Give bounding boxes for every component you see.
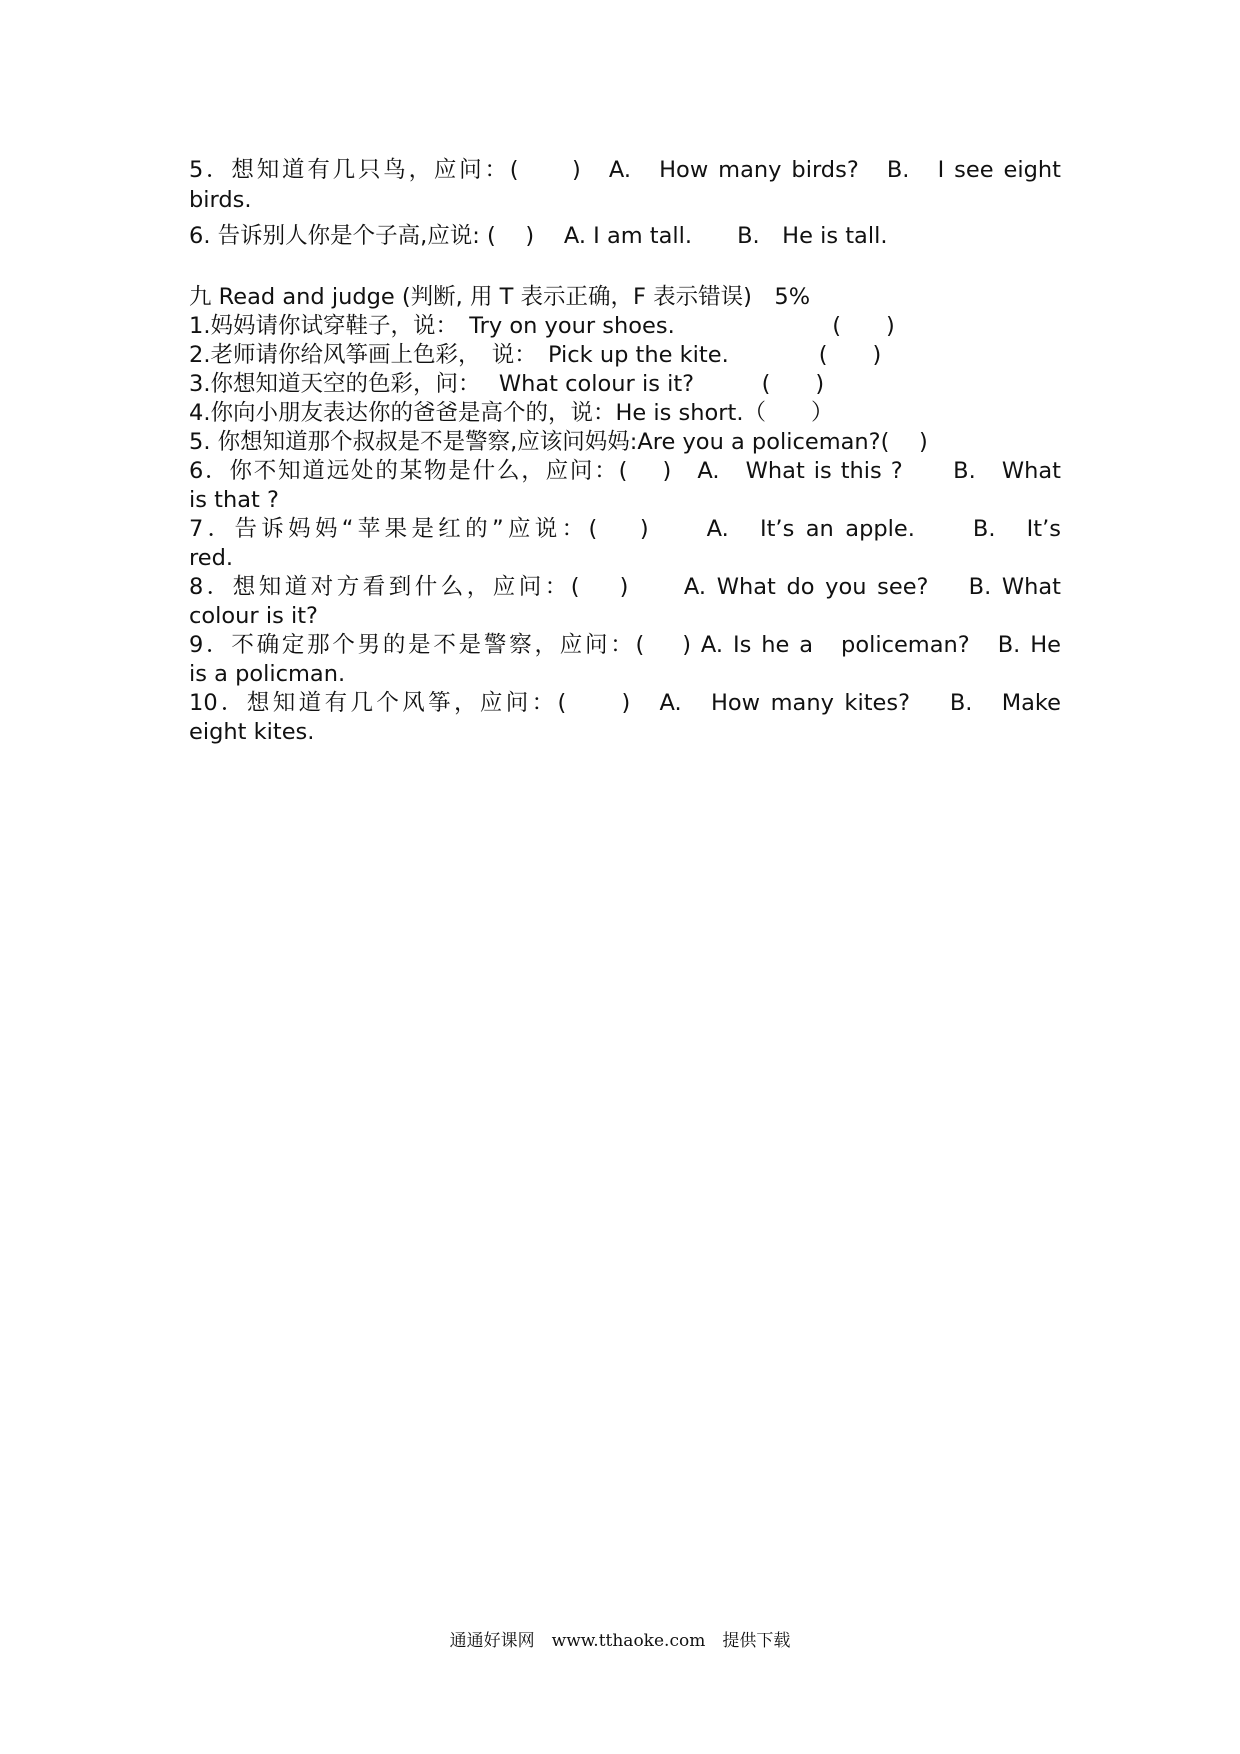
judge-item-1: 1.妈妈请你试穿鞋子，说： Try on your shoes. ( ) — [189, 313, 895, 339]
question-6: 6. 告诉别人你是个子高,应说: ( ) A. I am tall. B. He is tall. — [189, 223, 888, 249]
choice-item-6-line-2: is that ? — [189, 487, 279, 513]
judge-item-2: 2.老师请你给风筝画上色彩， 说： Pick up the kite. ( ) — [189, 342, 882, 368]
question-5-line-2: birds. — [189, 187, 252, 213]
choice-item-6-line-1: 6．你不知道远处的某物是什么，应问：( ) A. What is this ? B. What — [189, 458, 1061, 484]
question-5-line-1: 5．想知道有几只鸟，应问：( ) A. How many birds? B. I see eight — [189, 157, 1061, 183]
choice-item-8-line-1: 8．想知道对方看到什么，应问：( ) A. What do you see? B. What — [189, 574, 1061, 600]
judge-item-5: 5. 你想知道那个叔叔是不是警察,应该问妈妈:Are you a policeman?( ) — [189, 429, 928, 455]
choice-item-9-line-2: is a policman. — [189, 661, 346, 687]
judge-item-3: 3.你想知道天空的色彩，问： What colour is it? ( ) — [189, 371, 825, 397]
judge-item-4: 4.你向小朋友表达你的爸爸是高个的，说：He is short.（ ） — [189, 400, 834, 426]
choice-item-9-line-1: 9．不确定那个男的是不是警察，应问：( ) A. Is he a policeman? B. He — [189, 632, 1061, 658]
section-nine-heading: 九 Read and judge (判断, 用 T 表示正确，F 表示错误) 5% — [189, 284, 811, 310]
choice-item-7-line-2: red. — [189, 545, 234, 571]
choice-item-7-line-1: 7．告诉妈妈“苹果是红的”应说：( ) A. It’s an apple. B. It’s — [189, 516, 1061, 542]
choice-item-10-line-1: 10．想知道有几个风筝，应问：( ) A. How many kites? B. Make — [189, 690, 1061, 716]
choice-item-10-line-2: eight kites. — [189, 719, 315, 745]
choice-item-8-line-2: colour is it? — [189, 603, 318, 629]
page-footer: 通通好课网 www.tthaoke.com 提供下载 — [449, 1631, 791, 1651]
